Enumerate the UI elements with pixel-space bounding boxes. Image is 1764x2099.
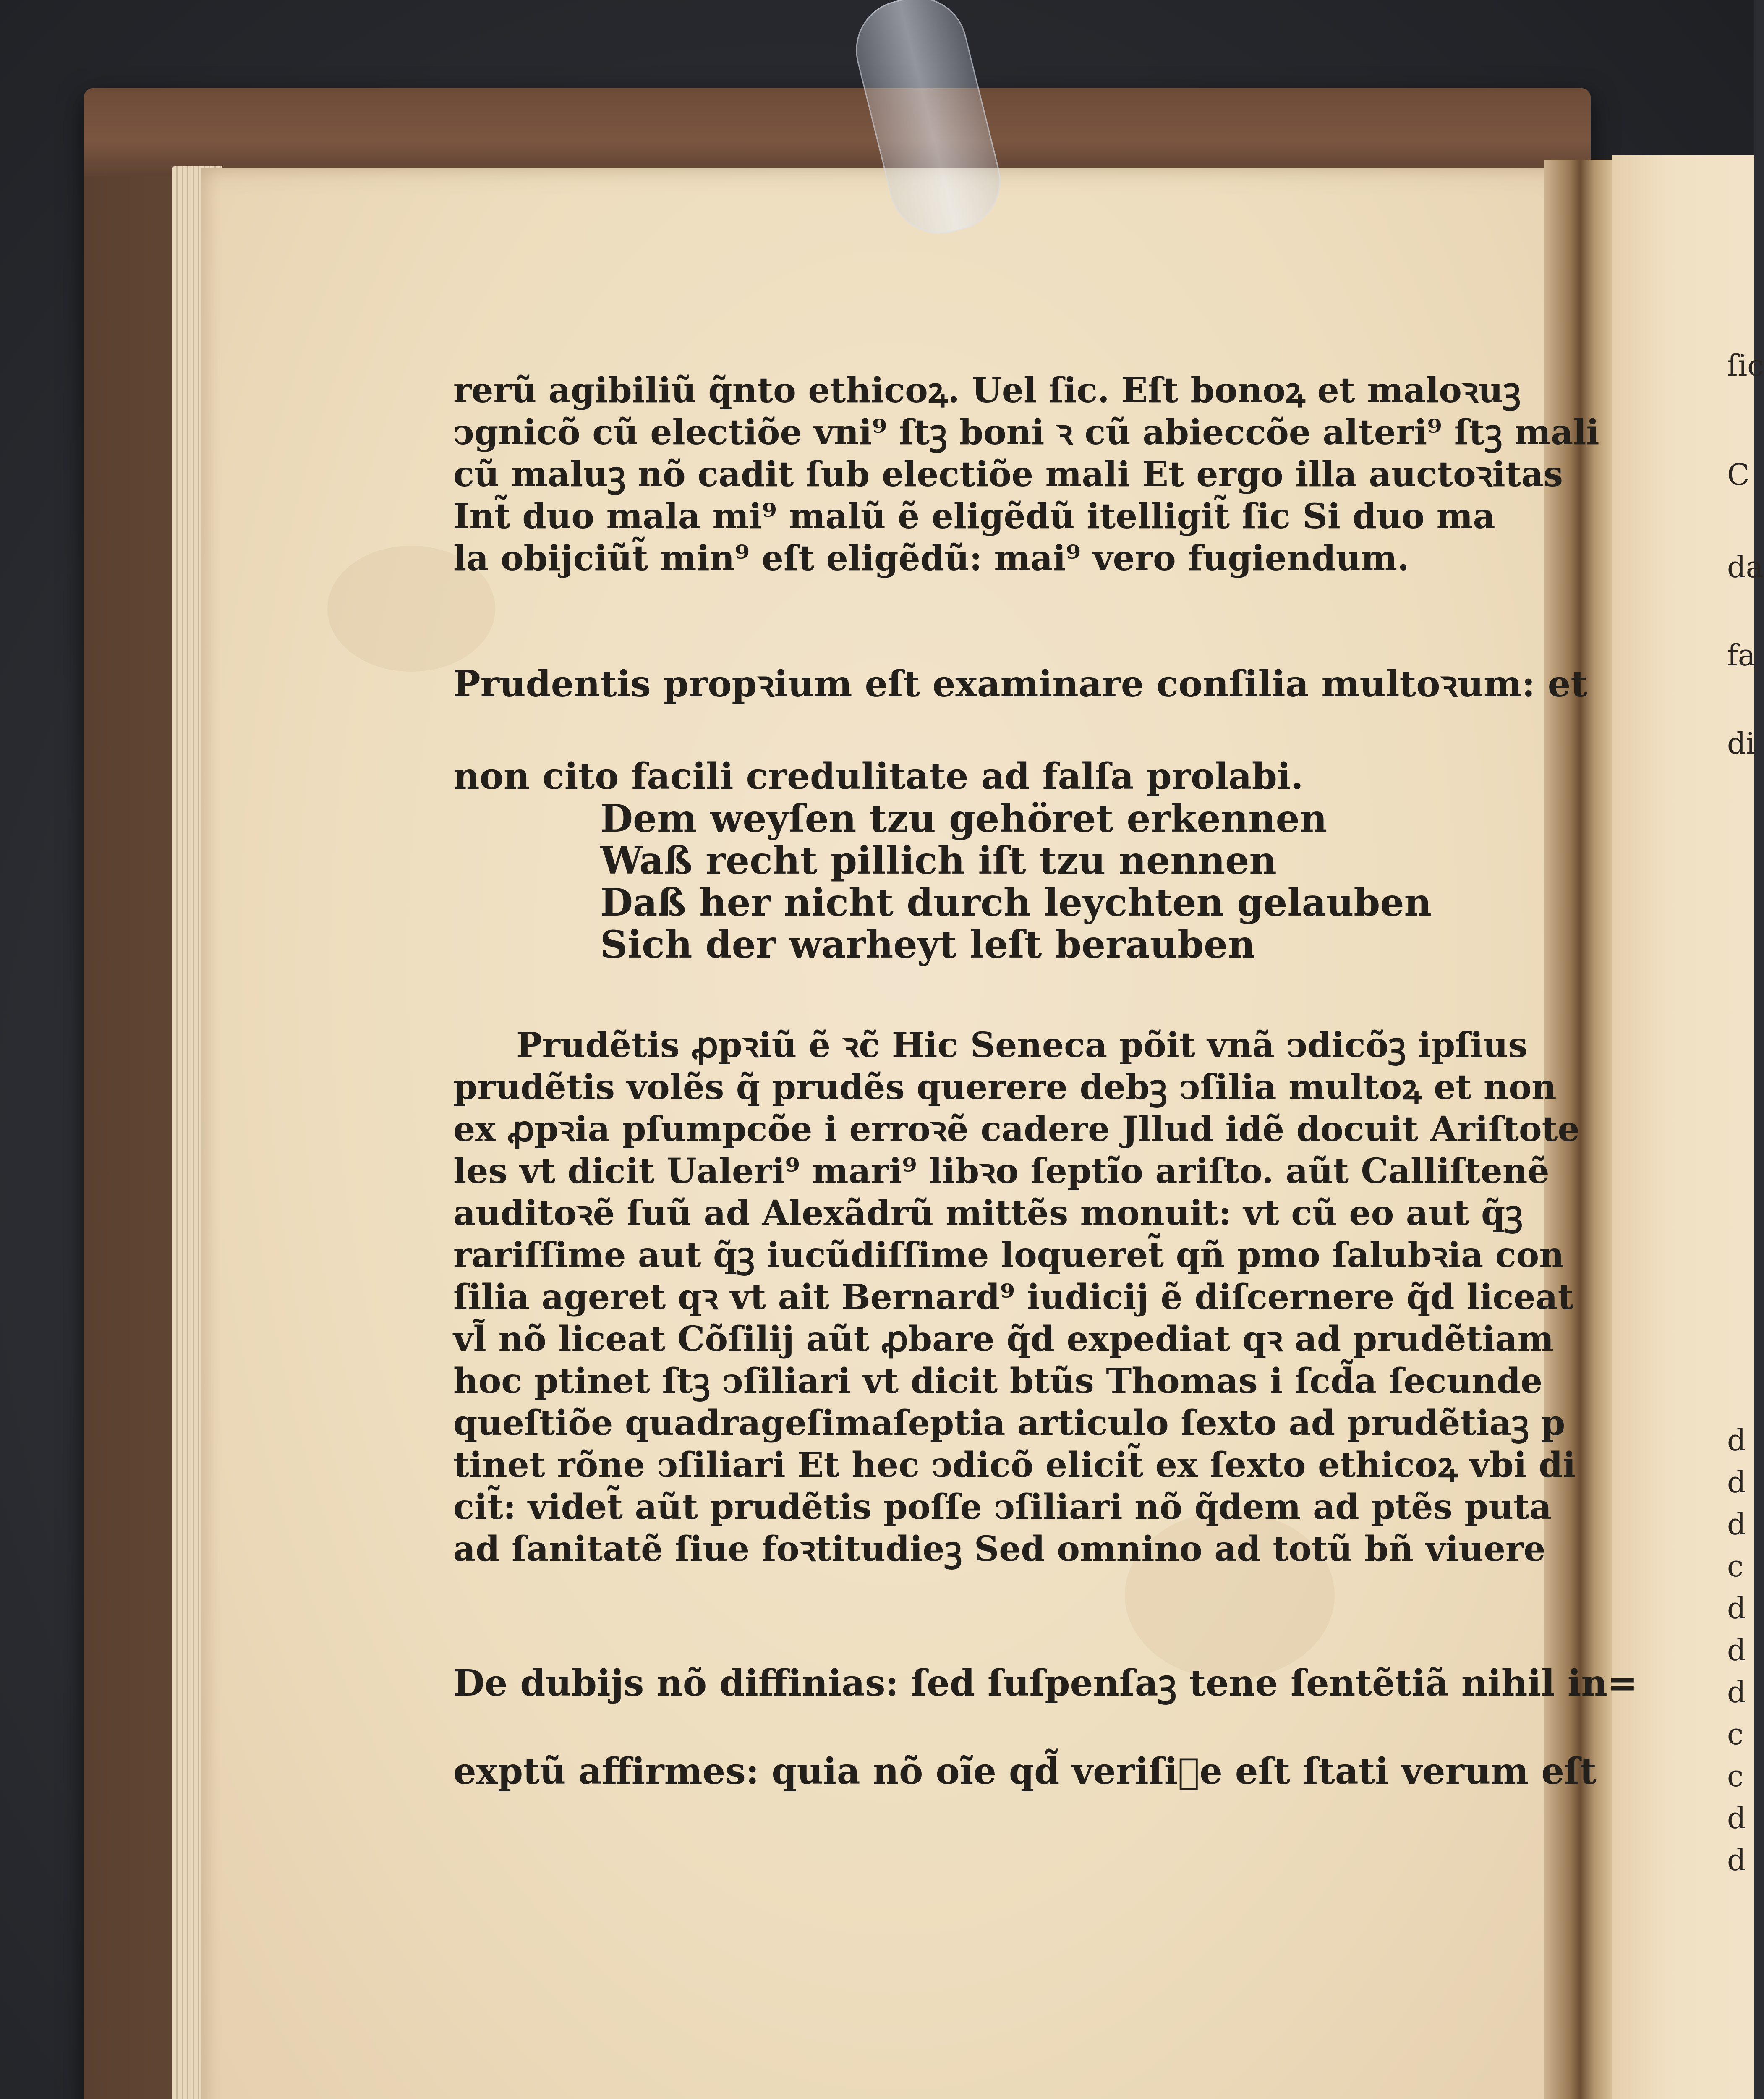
right-page-fragment: di bbox=[1727, 726, 1756, 761]
text-line: ↄgnicõ cũ electiõe vni⁹ ſtꝫ boni ꝛ cũ abieccõe alteri⁹ ſtꝫ mali bbox=[453, 412, 1599, 453]
right-page-fragment: d bbox=[1727, 1423, 1746, 1458]
section-heading: non cito facili credulitate ad falſa prolabi. bbox=[453, 755, 1304, 798]
commentary-line: ad ſanitatẽ ſiue foꝛtitudieꝫ Sed omnino ad totũ bñ viuere bbox=[453, 1529, 1546, 1569]
right-page-fragment: fa bbox=[1727, 638, 1756, 673]
commentary-line: hoc ptinet ſtꝫ ↄſiliari vt dicit btũs Thomas i ſcd̃a ſecunde bbox=[453, 1361, 1543, 1401]
right-page-fragment: da bbox=[1727, 550, 1764, 584]
commentary-line: vl̃ nõ liceat Cõſilij aũt ꝓbare q̃d expediat qꝛ ad prudẽtiam bbox=[453, 1319, 1554, 1359]
verse-line: Daß her nicht durch leychten gelauben bbox=[600, 880, 1432, 925]
text-line: cũ maluꝫ nõ cadit ſub electiõe mali Et ergo illa auctoꝛitas bbox=[453, 454, 1563, 495]
text-line: rerũ agibiliũ q̃nto ethicoꝝ. Uel ſic. Eſt bonoꝝ et maloꝛuꝫ bbox=[453, 370, 1521, 411]
right-page-fragment: d bbox=[1727, 1633, 1746, 1667]
right-page-fragment: d bbox=[1727, 1801, 1746, 1835]
commentary-line: Prudẽtis ꝓpꝛiũ ẽ ꝛc̃ Hic Seneca põit vnã ↄdicõꝫ ipſius bbox=[516, 1025, 1528, 1065]
right-page-fragment: c bbox=[1727, 1549, 1744, 1583]
right-page-fragment: d bbox=[1727, 1675, 1746, 1709]
commentary-line: ſilia ageret qꝛ vt ait Bernard⁹ iudicij ẽ diſcernere q̃d liceat bbox=[453, 1277, 1574, 1317]
commentary-line: tinet rõne ↄſiliari Et hec ↄdicõ elicit̃ ex ſexto ethicoꝝ vbi di bbox=[453, 1445, 1576, 1485]
commentary-line: rariſſime aut q̃ꝫ iucũdiſſime loqueret̃ qñ pmo ſalubꝛia con bbox=[453, 1235, 1564, 1275]
commentary-line: queſtiõe quadrageſimaſeptia articulo ſexto ad prudẽtiaꝫ p bbox=[453, 1403, 1565, 1443]
verse-line: Dem weyſen tzu gehöret erkennen bbox=[600, 796, 1328, 841]
right-page-fragment: d bbox=[1727, 1843, 1746, 1877]
right-page-fragment: C bbox=[1727, 458, 1750, 492]
right-page-fragment: d bbox=[1727, 1465, 1746, 1500]
commentary-line: ex ꝓpꝛia pſumpcõe i erroꝛẽ cadere Jllud idẽ docuit Ariſtote bbox=[453, 1109, 1580, 1149]
section-heading: exptũ affirmes: quia nõ oĩe qd̃ veriſi᷑e eſt ſtati verum eſt bbox=[453, 1750, 1597, 1793]
commentary-line: cit̃: videt̃ aũt prudẽtis poſſe ↄſiliari nõ q̃dem ad ptẽs puta bbox=[453, 1487, 1552, 1527]
right-page-fragment: c bbox=[1727, 1759, 1744, 1793]
right-page-fragment: c bbox=[1727, 1717, 1744, 1751]
right-page-fragment: ſic bbox=[1727, 348, 1764, 383]
verse-line: Sich der warheyt leſt berauben bbox=[600, 922, 1255, 967]
book-cover-top-edge bbox=[84, 88, 1591, 176]
commentary-line: auditoꝛẽ ſuũ ad Alexãdrũ mittẽs monuit: vt cũ eo aut q̃ꝫ bbox=[453, 1193, 1523, 1233]
text-line: Int̃ duo mala mi⁹ malũ ẽ eligẽdũ itelligit̃ ſic Si duo ma bbox=[453, 496, 1495, 537]
right-page-fragment: d bbox=[1727, 1591, 1746, 1625]
section-heading: De dubijs nõ diffinias: ſed ſuſpenſaꝫ tene ſentẽtiã nihil in= bbox=[453, 1662, 1638, 1704]
commentary-line: prudẽtis volẽs q̃ prudẽs querere debꝫ ↄſilia multoꝝ et non bbox=[453, 1067, 1557, 1107]
right-page-fragment: d bbox=[1727, 1507, 1746, 1542]
text-line: la obijciũt̃ min⁹ eſt eligẽdũ: mai⁹ vero fugiendum. bbox=[453, 538, 1409, 578]
commentary-line: les vt dicit Ualeri⁹ mari⁹ libꝛo ſeptĩo ariſto. aũt Calliſtenẽ bbox=[453, 1151, 1550, 1191]
section-heading: Prudentis propꝛium eſt examinare conſilia multoꝛum: et bbox=[453, 663, 1588, 705]
verse-line: Waß recht pillich iſt tzu nennen bbox=[600, 838, 1277, 883]
